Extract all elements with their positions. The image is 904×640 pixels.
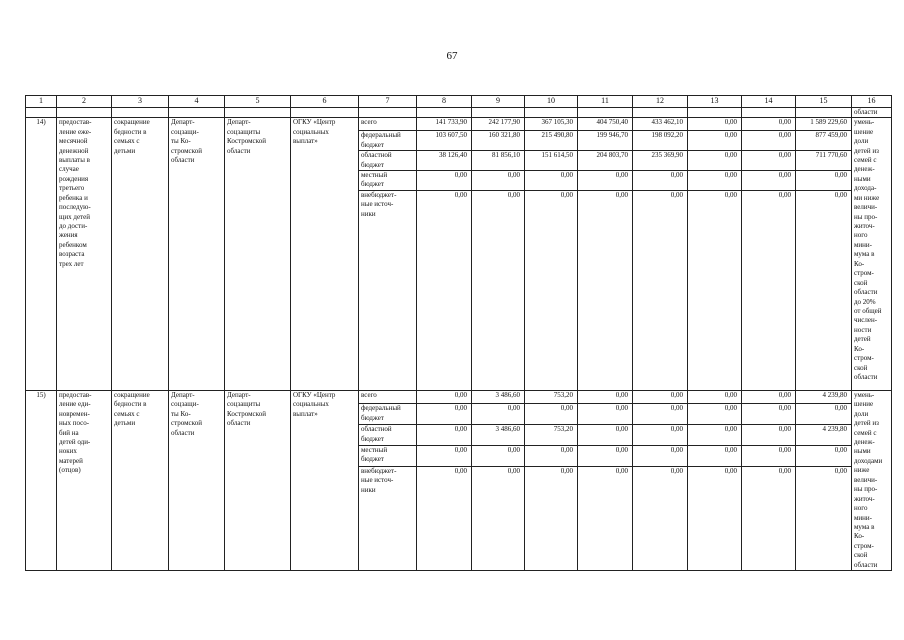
amount-cell: 103 607,50: [417, 131, 472, 151]
amount-cell: 0,00: [633, 390, 688, 404]
amount-cell: 0,00: [796, 466, 852, 570]
amount-cell: 160 321,80: [472, 131, 525, 151]
funding-source-cell: федеральный бюджет: [359, 404, 417, 425]
amount-cell: 0,00: [688, 425, 742, 446]
amount-cell: 0,00: [688, 190, 742, 390]
column-header-13: 13: [688, 96, 742, 108]
column-header-16: 16: [852, 96, 892, 108]
amount-cell: 0,00: [633, 190, 688, 390]
amount-cell: 0,00: [525, 445, 578, 466]
funding-source-cell: федеральный бюджет: [359, 131, 417, 151]
continuation-row: [26, 107, 892, 117]
amount-cell: 4 239,80: [796, 390, 852, 404]
amount-cell: 0,00: [688, 445, 742, 466]
amount-cell: 753,20: [525, 425, 578, 446]
amount-cell: 0,00: [578, 466, 633, 570]
amount-cell: 0,00: [417, 404, 472, 425]
column-header-14: 14: [742, 96, 796, 108]
amount-cell: 0,00: [472, 190, 525, 390]
amount-cell: 0,00: [417, 425, 472, 446]
amount-cell: 0,00: [796, 404, 852, 425]
amount-cell: 0,00: [796, 170, 852, 190]
amount-cell: 0,00: [742, 404, 796, 425]
amount-cell: 0,00: [742, 190, 796, 390]
amount-cell: 0,00: [472, 404, 525, 425]
participant-cell: ОГКУ «Центр социальных выплат»: [291, 118, 359, 391]
row-number: 15): [26, 390, 57, 570]
funding-source-cell: внебюджет- ные источ- ники: [359, 466, 417, 570]
funding-source-cell: всего: [359, 118, 417, 131]
column-header-10: 10: [525, 96, 578, 108]
amount-cell: 0,00: [578, 170, 633, 190]
amount-cell: 0,00: [742, 466, 796, 570]
column-header-5: 5: [225, 96, 291, 108]
amount-cell: 0,00: [688, 466, 742, 570]
amount-cell: 0,00: [633, 170, 688, 190]
amount-cell: 0,00: [742, 151, 796, 171]
amount-cell: 0,00: [633, 445, 688, 466]
funding-source-cell: местный бюджет: [359, 170, 417, 190]
amount-cell: 0,00: [417, 170, 472, 190]
column-header-12: 12: [633, 96, 688, 108]
column-header-7: 7: [359, 96, 417, 108]
amount-cell: 0,00: [578, 390, 633, 404]
amount-cell: 0,00: [525, 190, 578, 390]
funding-source-cell: областной бюджет: [359, 425, 417, 446]
amount-cell: 151 614,50: [525, 151, 578, 171]
continuation-cell: области: [852, 107, 892, 117]
coexecutor-cell: Департ- соцзащиты Костромской области: [225, 390, 291, 570]
amount-cell: 0,00: [688, 404, 742, 425]
amount-cell: 0,00: [578, 425, 633, 446]
amount-cell: 0,00: [633, 466, 688, 570]
amount-cell: 235 369,90: [633, 151, 688, 171]
table-row: [26, 390, 892, 404]
amount-cell: 433 462,10: [633, 118, 688, 131]
amount-cell: 877 459,00: [796, 131, 852, 151]
amount-cell: 81 856,10: [472, 151, 525, 171]
goal-cell: сокращение бедности в семьях с детьми: [112, 118, 169, 391]
amount-cell: 0,00: [633, 404, 688, 425]
amount-cell: 204 803,70: [578, 151, 633, 171]
funding-source-cell: всего: [359, 390, 417, 404]
amount-cell: 367 105,30: [525, 118, 578, 131]
amount-cell: 753,20: [525, 390, 578, 404]
amount-cell: 0,00: [417, 445, 472, 466]
column-header-1: 1: [26, 96, 57, 108]
funding-source-cell: внебюджет- ные источ- ники: [359, 190, 417, 390]
amount-cell: 0,00: [742, 118, 796, 131]
goal-cell: сокращение бедности в семьях с детьми: [112, 390, 169, 570]
funding-source-cell: местный бюджет: [359, 445, 417, 466]
header-row: [26, 96, 892, 108]
amount-cell: 0,00: [417, 466, 472, 570]
amount-cell: 0,00: [688, 118, 742, 131]
amount-cell: 404 750,40: [578, 118, 633, 131]
amount-cell: 711 770,60: [796, 151, 852, 171]
responsible-cell: Департ- соцзащи- ты Ко- стромской области: [169, 118, 225, 391]
amount-cell: 141 733,90: [417, 118, 472, 131]
amount-cell: 0,00: [742, 170, 796, 190]
amount-cell: 242 177,90: [472, 118, 525, 131]
amount-cell: 0,00: [688, 170, 742, 190]
column-header-8: 8: [417, 96, 472, 108]
column-header-6: 6: [291, 96, 359, 108]
indicator-cell: умень- шение доли детей из семей с денеж- ными дохода- ми ниже величи- ны про- житоч- ного мини- мума в Ко- стром- ской области до 20% от общей числен- ности детей Ко- стром- ской области: [852, 118, 892, 391]
amount-cell: 215 490,80: [525, 131, 578, 151]
coexecutor-cell: Департ- соцзащиты Костромской области: [225, 118, 291, 391]
amount-cell: 0,00: [742, 445, 796, 466]
amount-cell: 38 126,40: [417, 151, 472, 171]
funding-source-cell: областной бюджет: [359, 151, 417, 171]
column-header-15: 15: [796, 96, 852, 108]
amount-cell: 0,00: [742, 425, 796, 446]
measure-name-cell: предостав- ление еже- месячной денежной выплаты в случае рождения третьего ребенка и последую- щих детей до дости- жения ребенком возраста трех лет: [57, 118, 112, 391]
amount-cell: 0,00: [525, 466, 578, 570]
amount-cell: 0,00: [688, 151, 742, 171]
amount-cell: 1 589 229,60: [796, 118, 852, 131]
measure-name-cell: предостав- ление еди- новремен- ных посо- бий на детей оди- ноких матерей (отцов): [57, 390, 112, 570]
column-header-4: 4: [169, 96, 225, 108]
amount-cell: 0,00: [742, 131, 796, 151]
amount-cell: 0,00: [578, 445, 633, 466]
amount-cell: 199 946,70: [578, 131, 633, 151]
amount-cell: 0,00: [688, 131, 742, 151]
row-number: 14): [26, 118, 57, 391]
column-header-3: 3: [112, 96, 169, 108]
column-header-2: 2: [57, 96, 112, 108]
amount-cell: 0,00: [742, 390, 796, 404]
amount-cell: 198 092,20: [633, 131, 688, 151]
amount-cell: 0,00: [578, 404, 633, 425]
responsible-cell: Департ- соцзащи- ты Ко- стромской области: [169, 390, 225, 570]
amount-cell: 0,00: [688, 390, 742, 404]
amount-cell: 0,00: [472, 170, 525, 190]
amount-cell: 0,00: [796, 445, 852, 466]
participant-cell: ОГКУ «Центр социальных выплат»: [291, 390, 359, 570]
program-table: [25, 95, 892, 571]
amount-cell: 3 486,60: [472, 390, 525, 404]
amount-cell: 0,00: [525, 404, 578, 425]
amount-cell: 0,00: [417, 190, 472, 390]
amount-cell: 0,00: [417, 390, 472, 404]
amount-cell: 0,00: [578, 190, 633, 390]
amount-cell: 0,00: [633, 425, 688, 446]
amount-cell: 3 486,60: [472, 425, 525, 446]
amount-cell: 0,00: [472, 445, 525, 466]
indicator-cell: умень- шение доли детей из семей с денеж- ными доходами ниже величи- ны про- житоч- ного мини- мума в Ко- стром- ской области: [852, 390, 892, 570]
column-header-11: 11: [578, 96, 633, 108]
amount-cell: 0,00: [525, 170, 578, 190]
amount-cell: 4 239,80: [796, 425, 852, 446]
column-header-9: 9: [472, 96, 525, 108]
table-row: [26, 118, 892, 131]
amount-cell: 0,00: [796, 190, 852, 390]
amount-cell: 0,00: [472, 466, 525, 570]
page-number: 67: [446, 50, 458, 62]
